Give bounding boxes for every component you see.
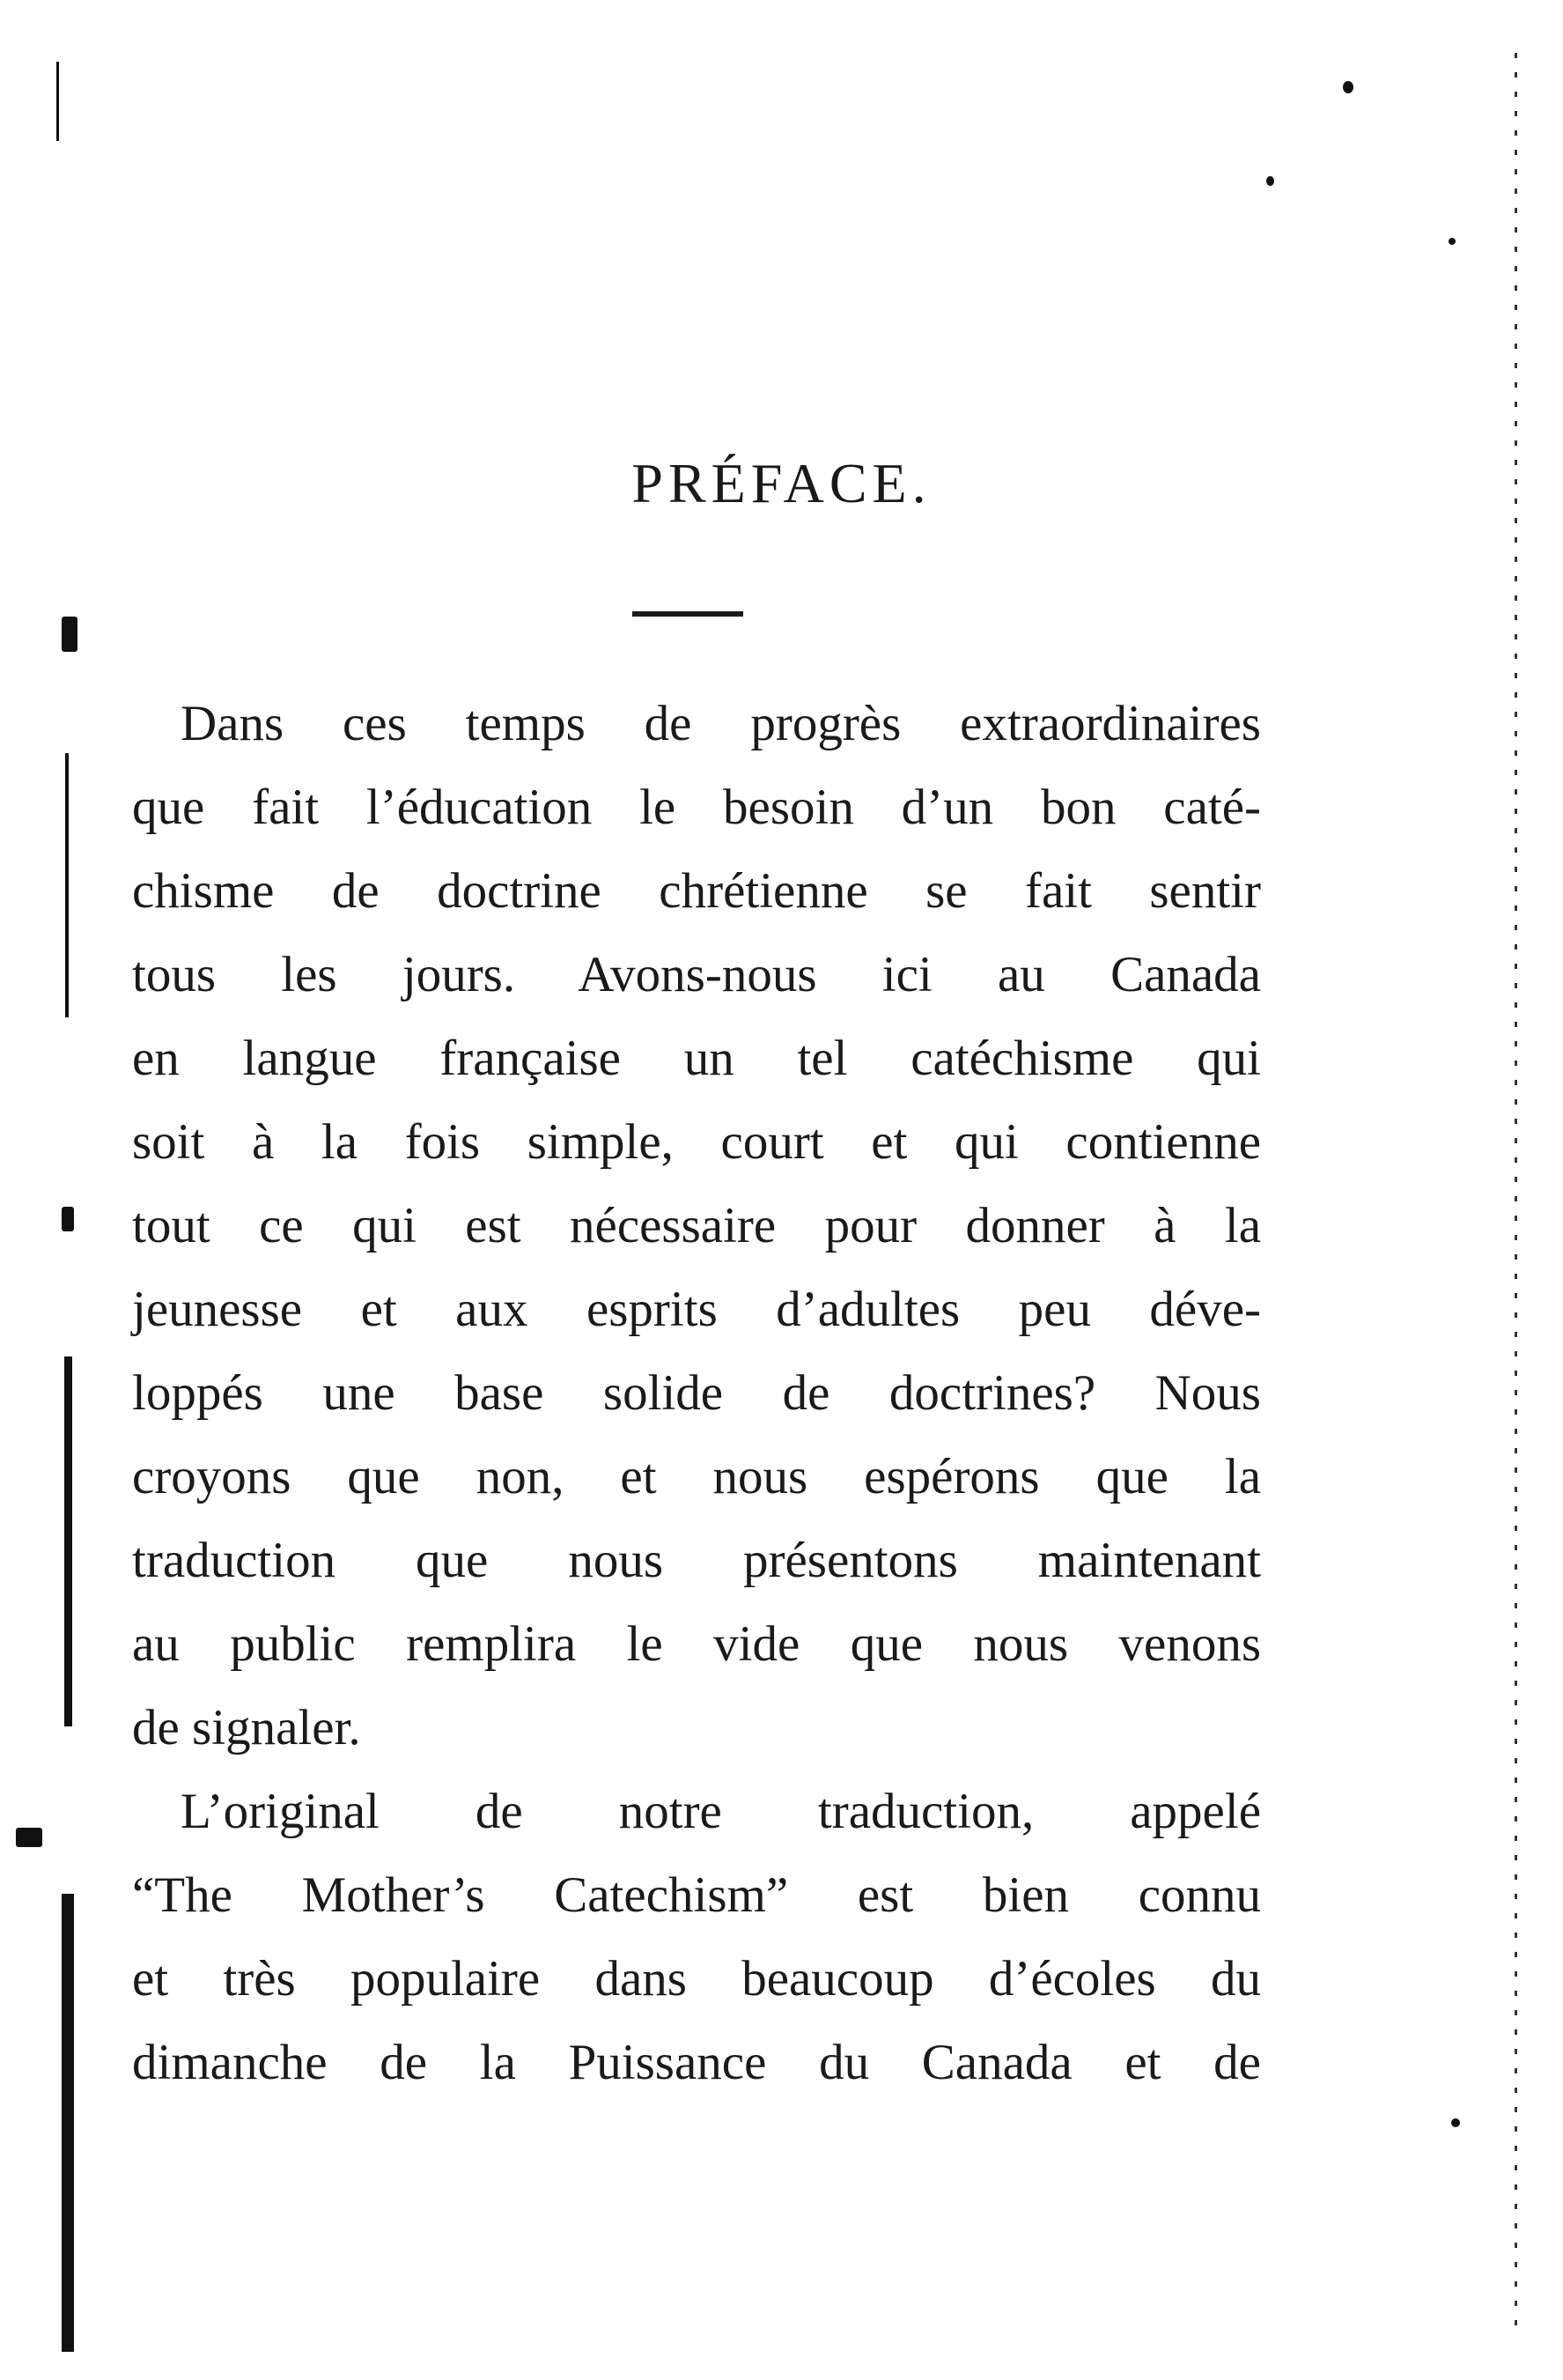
- scan-speck: [1451, 2118, 1460, 2127]
- scan-speck: [62, 1207, 74, 1231]
- scan-edge-mark: [1515, 53, 1517, 2325]
- scan-edge-mark: [64, 1356, 72, 1726]
- text-line: soit à la fois simple, court et qui contienne: [132, 1114, 1261, 1170]
- scan-speck: [1266, 176, 1274, 186]
- text-line: en langue française un tel catéchisme qui: [132, 1031, 1261, 1086]
- scan-speck: [62, 617, 77, 652]
- text-line: jeunesse et aux esprits d’adultes peu déve-: [132, 1282, 1261, 1337]
- scan-speck: [16, 1828, 42, 1847]
- text-line: et très populaire dans beaucoup d’écoles du: [132, 1951, 1261, 2007]
- page-title: PRÉFACE.: [631, 452, 932, 514]
- scan-edge-mark: [62, 1894, 74, 2352]
- scan-speck: [1343, 81, 1353, 93]
- text-line: “The Mother’s Catechism” est bien connu: [132, 1867, 1261, 1923]
- text-line: chisme de doctrine chrétienne se fait sentir: [132, 863, 1261, 919]
- text-line: croyons que non, et nous espérons que la: [132, 1449, 1261, 1504]
- text-line: L’original de notre traduction, appelé: [181, 1784, 1261, 1839]
- title-rule: [632, 611, 743, 617]
- scan-edge-mark: [56, 62, 59, 141]
- text-line: de signaler.: [132, 1700, 361, 1755]
- text-line: Dans ces temps de progrès extraordinaires: [181, 696, 1261, 751]
- text-line: au public remplira le vide que nous venons: [132, 1616, 1261, 1672]
- text-line: que fait l’éducation le besoin d’un bon caté-: [132, 780, 1261, 835]
- text-line: tous les jours. Avons-nous ici au Canada: [132, 947, 1261, 1002]
- text-line: traduction que nous présentons maintenant: [132, 1533, 1261, 1588]
- text-line: tout ce qui est nécessaire pour donner à la: [132, 1198, 1261, 1253]
- scan-edge-mark: [65, 753, 69, 1017]
- text-line: dimanche de la Puissance du Canada et de: [132, 2035, 1261, 2090]
- text-line: loppés une base solide de doctrines? Nous: [132, 1365, 1261, 1421]
- scan-speck: [1449, 238, 1456, 245]
